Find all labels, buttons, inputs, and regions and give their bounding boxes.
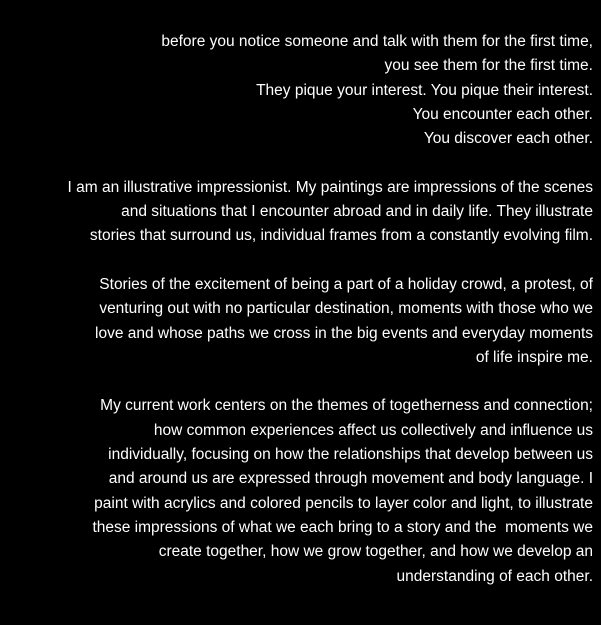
text-line: paint with acrylics and colored pencils to layer color and light, to illustrate bbox=[94, 494, 593, 512]
text-line: these impressions of what we each bring to a story and the moments we bbox=[92, 518, 593, 536]
text-line: and situations that I encounter abroad and in daily life. They illustrate bbox=[121, 203, 593, 221]
text-line: venturing out with no particular destination, moments with those who we bbox=[99, 300, 593, 318]
text-line: love and whose paths we cross in the big events and everyday moments bbox=[95, 324, 593, 342]
text-line: They pique your interest. You pique their interest. bbox=[256, 81, 593, 99]
intro-paragraph bbox=[0, 30, 593, 151]
text-line: create together, how we grow together, and how we develop an bbox=[158, 543, 593, 561]
text-line: of life inspire me. bbox=[475, 348, 593, 366]
current-work-paragraph bbox=[0, 394, 593, 588]
impressionist-paragraph bbox=[0, 176, 593, 249]
text-line: You encounter each other. bbox=[412, 105, 593, 123]
text-line: My current work centers on the themes of togetherness and connection; bbox=[100, 397, 593, 415]
text-line: before you notice someone and talk with them for the first time, bbox=[161, 33, 593, 50]
artist-statement bbox=[0, 30, 593, 589]
text-line: individually, focusing on how the relationships that develop between us bbox=[108, 446, 593, 464]
text-line: I am an illustrative impressionist. My paintings are impressions of the scenes bbox=[67, 178, 593, 196]
text-line: how common experiences affect us collectively and influence us bbox=[153, 421, 593, 439]
text-line: stories that surround us, individual frames from a constantly evolving film. bbox=[89, 227, 593, 245]
stories-paragraph bbox=[0, 273, 593, 370]
text-line: You discover each other. bbox=[423, 130, 593, 148]
text-line: understanding of each other. bbox=[396, 567, 593, 585]
text-line: Stories of the excitement of being a part of a holiday crowd, a protest, of bbox=[99, 275, 593, 293]
text-line: and around us are expressed through movement and body language. I bbox=[108, 470, 593, 488]
text-line: you see them for the first time. bbox=[384, 57, 593, 75]
